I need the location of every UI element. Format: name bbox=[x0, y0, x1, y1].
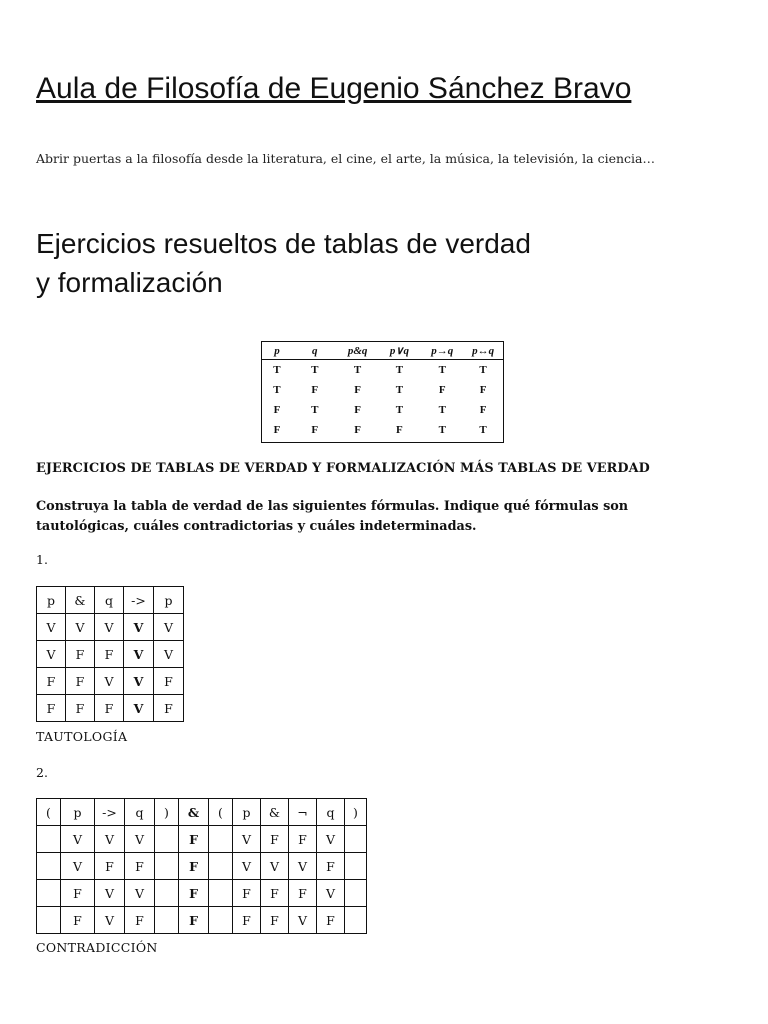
figure-cell: T bbox=[311, 364, 319, 376]
table-cell: q bbox=[125, 799, 155, 826]
table-cell: -> bbox=[95, 799, 125, 826]
table-cell bbox=[345, 880, 367, 907]
figure-cell: T bbox=[479, 364, 487, 376]
figure-header-cell: p bbox=[274, 344, 280, 357]
figure-cell: T bbox=[395, 364, 404, 376]
table-cell: V bbox=[289, 853, 317, 880]
table-cell-main-connective: V bbox=[124, 668, 154, 695]
figure-header-cell: p∨q bbox=[389, 345, 409, 357]
figure-header-cell: p&q bbox=[347, 344, 368, 357]
table-header-row bbox=[37, 587, 184, 614]
table-cell: F bbox=[95, 853, 125, 880]
figure-cell: F bbox=[273, 424, 281, 436]
table-cell: V bbox=[95, 907, 125, 934]
table-cell bbox=[37, 826, 61, 853]
table-cell: V bbox=[261, 853, 289, 880]
table-cell bbox=[155, 907, 179, 934]
exercise-2-verdict: CONTRADICCIÓN bbox=[36, 940, 158, 955]
table-cell: ) bbox=[155, 799, 179, 826]
table-cell: V bbox=[61, 853, 95, 880]
table-cell: V bbox=[37, 614, 66, 641]
figure-cell: F bbox=[354, 404, 361, 416]
table-cell: F bbox=[125, 853, 155, 880]
table-cell: V bbox=[233, 853, 261, 880]
exercise-1-number: 1. bbox=[36, 552, 48, 567]
figure-cell: F bbox=[479, 384, 487, 396]
table-cell: V bbox=[95, 614, 124, 641]
table-cell: V bbox=[154, 614, 184, 641]
table-cell-main-connective: V bbox=[124, 614, 154, 641]
figure-cell: F bbox=[479, 404, 487, 416]
table-cell bbox=[345, 907, 367, 934]
table-cell bbox=[37, 907, 61, 934]
post-title-line-1: Ejercicios resueltos de tablas de verdad bbox=[36, 228, 531, 259]
figure-row bbox=[262, 360, 503, 380]
figure-row bbox=[262, 420, 503, 440]
table-row bbox=[37, 695, 184, 722]
figure-cell: T bbox=[438, 404, 446, 416]
table-cell bbox=[155, 826, 179, 853]
figure-cell: T bbox=[311, 404, 319, 416]
instructions-line-2: tautológicas, cuáles contradictorias y cuáles indeterminadas. bbox=[36, 519, 477, 534]
table-cell-main-connective: V bbox=[124, 641, 154, 668]
section-heading: EJERCICIOS DE TABLAS DE VERDAD Y FORMALIZACIÓN MÁS TABLAS DE VERDAD bbox=[36, 461, 650, 476]
figure-cell: F bbox=[396, 424, 403, 436]
table-cell: V bbox=[289, 907, 317, 934]
table-row bbox=[37, 853, 367, 880]
site-tagline: Abrir puertas a la filosofía desde la literatura, el cine, el arte, la música, la televisión, la ciencia… bbox=[36, 151, 655, 166]
table-header-row bbox=[37, 799, 367, 826]
table-row bbox=[37, 614, 184, 641]
table-cell bbox=[37, 880, 61, 907]
table-cell: F bbox=[233, 880, 261, 907]
table-cell: F bbox=[125, 907, 155, 934]
table-row bbox=[37, 907, 367, 934]
table-cell bbox=[345, 853, 367, 880]
post-title-line-2: y formalización bbox=[36, 267, 223, 298]
figure-cell: T bbox=[395, 404, 404, 416]
figure-header-cell: p→q bbox=[431, 344, 454, 357]
table-cell: V bbox=[61, 826, 95, 853]
table-cell: V bbox=[317, 880, 345, 907]
figure-cell: T bbox=[395, 384, 404, 396]
table-cell bbox=[209, 907, 233, 934]
table-cell bbox=[37, 853, 61, 880]
figure-header-cell: q bbox=[312, 344, 318, 357]
table-row bbox=[37, 668, 184, 695]
exercise-2-number: 2. bbox=[36, 765, 48, 780]
table-row bbox=[37, 826, 367, 853]
table-cell: & bbox=[66, 587, 95, 614]
instructions-paragraph bbox=[36, 497, 736, 537]
table-cell: F bbox=[37, 695, 66, 722]
table-cell: ¬ bbox=[289, 799, 317, 826]
figure-row bbox=[262, 380, 503, 400]
figure-cell: F bbox=[311, 424, 319, 436]
figure-header-row bbox=[262, 342, 503, 360]
table-cell-main-connective: F bbox=[179, 907, 209, 934]
figure-cell: F bbox=[354, 384, 361, 396]
table-cell bbox=[209, 853, 233, 880]
figure-cell: T bbox=[479, 424, 487, 436]
table-cell: F bbox=[95, 641, 124, 668]
table-cell: F bbox=[66, 641, 95, 668]
table-cell bbox=[155, 880, 179, 907]
table-cell: q bbox=[317, 799, 345, 826]
table-cell-main-connective: F bbox=[179, 853, 209, 880]
figure-cell: F bbox=[311, 384, 319, 396]
site-title-link[interactable]: Aula de Filosofía de Eugenio Sánchez Bravo bbox=[36, 72, 632, 105]
table-cell: V bbox=[95, 880, 125, 907]
table-cell bbox=[209, 826, 233, 853]
table-cell-main-connective: V bbox=[124, 695, 154, 722]
table-cell: ( bbox=[209, 799, 233, 826]
table-cell: V bbox=[37, 641, 66, 668]
table-cell: V bbox=[66, 614, 95, 641]
table-cell: V bbox=[125, 826, 155, 853]
table-cell: p bbox=[37, 587, 66, 614]
figure-row bbox=[262, 400, 503, 420]
table-cell: F bbox=[37, 668, 66, 695]
table-cell: V bbox=[95, 668, 124, 695]
table-cell bbox=[155, 853, 179, 880]
figure-cell: T bbox=[438, 424, 446, 436]
table-cell: F bbox=[261, 880, 289, 907]
table-row bbox=[37, 641, 184, 668]
table-cell: V bbox=[317, 826, 345, 853]
table-cell: & bbox=[261, 799, 289, 826]
post-title bbox=[36, 224, 531, 302]
table-cell: -> bbox=[124, 587, 154, 614]
table-cell-main-connective: F bbox=[179, 880, 209, 907]
table-cell: F bbox=[61, 880, 95, 907]
figure-cell: F bbox=[273, 404, 281, 416]
table-cell: p bbox=[233, 799, 261, 826]
table-row bbox=[37, 880, 367, 907]
figure-cell: T bbox=[438, 364, 446, 376]
table-cell: V bbox=[125, 880, 155, 907]
table-cell bbox=[345, 826, 367, 853]
table-cell: F bbox=[289, 826, 317, 853]
table-cell: F bbox=[261, 826, 289, 853]
table-cell: F bbox=[66, 668, 95, 695]
table-cell: F bbox=[95, 695, 124, 722]
table-cell: V bbox=[95, 826, 125, 853]
figure-cell: F bbox=[354, 424, 361, 436]
table-cell: F bbox=[154, 668, 184, 695]
table-cell: V bbox=[154, 641, 184, 668]
table-cell: V bbox=[233, 826, 261, 853]
figure-header-cell: p↔q bbox=[472, 344, 495, 357]
table-cell: F bbox=[233, 907, 261, 934]
exercise-1-verdict: TAUTOLOGÍA bbox=[36, 729, 128, 744]
figure-cell: F bbox=[438, 384, 446, 396]
table-cell: F bbox=[289, 880, 317, 907]
table-cell bbox=[209, 880, 233, 907]
table-cell: F bbox=[261, 907, 289, 934]
figure-cell: T bbox=[273, 364, 281, 376]
exercise-2-table bbox=[36, 798, 367, 934]
table-cell: ) bbox=[345, 799, 367, 826]
figure-cell: T bbox=[353, 364, 362, 376]
figure-cell: T bbox=[273, 384, 281, 396]
instructions-line-1: Construya la tabla de verdad de las siguientes fórmulas. Indique qué fórmulas son bbox=[36, 499, 629, 514]
table-cell-main-connective: F bbox=[179, 826, 209, 853]
table-cell-main-connective: & bbox=[179, 799, 209, 826]
table-cell: p bbox=[61, 799, 95, 826]
table-cell: p bbox=[154, 587, 184, 614]
table-cell: ( bbox=[37, 799, 61, 826]
exercise-1-table bbox=[36, 586, 184, 722]
table-cell: F bbox=[66, 695, 95, 722]
table-cell: F bbox=[317, 907, 345, 934]
table-cell: q bbox=[95, 587, 124, 614]
table-cell: F bbox=[317, 853, 345, 880]
table-cell: F bbox=[154, 695, 184, 722]
table-cell: F bbox=[61, 907, 95, 934]
truth-table-figure bbox=[261, 341, 504, 443]
